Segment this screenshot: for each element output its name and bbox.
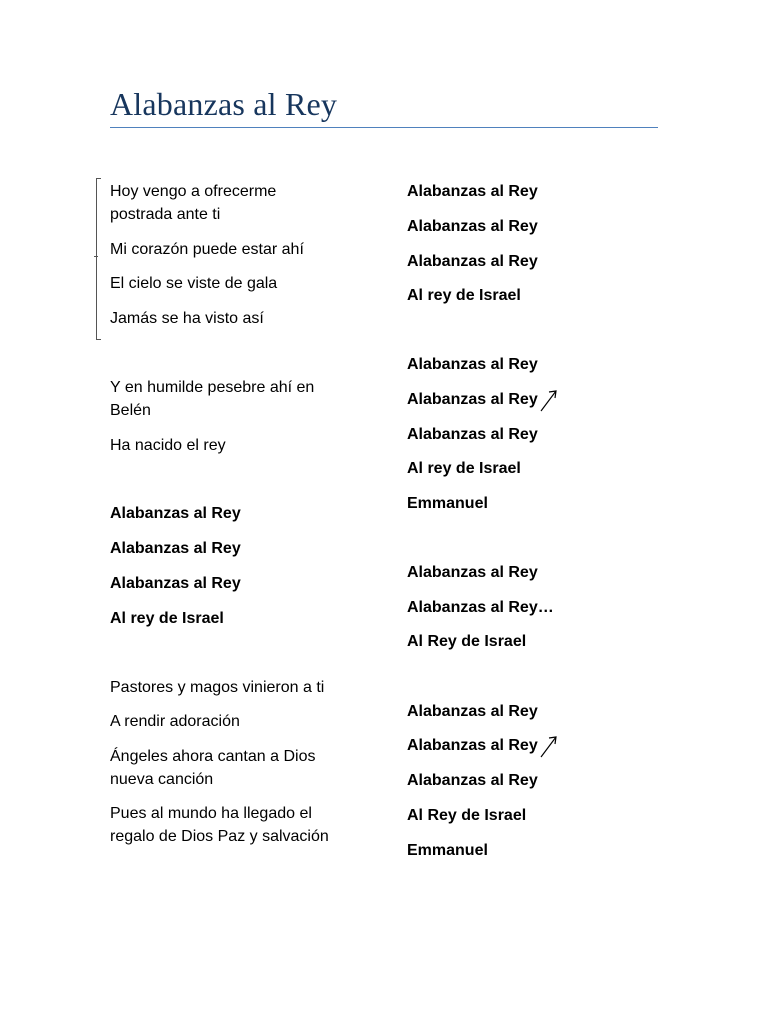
lyric-line: regalo de Dios Paz y salvación — [110, 828, 329, 845]
chorus-line: Al rey de Israel — [407, 460, 521, 477]
margin-bracket — [96, 178, 101, 340]
chorus-line: Emmanuel — [407, 842, 488, 859]
chorus-line: Alabanzas al Rey — [407, 183, 538, 200]
chorus-line: Al Rey de Israel — [407, 807, 527, 824]
chorus-line: Alabanzas al Rey — [407, 426, 538, 443]
rising-arrow-icon — [539, 734, 559, 758]
chorus-line: Alabanzas al Rey — [110, 505, 241, 522]
lyric-line: El cielo se viste de gala — [110, 275, 278, 292]
chorus-line: Alabanzas al Rey — [110, 575, 241, 592]
chorus-line: Alabanzas al Rey — [407, 703, 538, 720]
lyric-line: A rendir adoración — [110, 713, 240, 730]
lyric-line: Ángeles ahora cantan a Dios — [110, 748, 316, 765]
lyric-line: Y en humilde pesebre ahí en — [110, 379, 315, 396]
lyric-line: Mi corazón puede estar ahí — [110, 241, 304, 258]
title-underline — [110, 127, 658, 128]
chorus-line — [407, 734, 559, 758]
chorus-line-text: Alabanzas al Rey — [407, 737, 538, 755]
margin-bracket-tick — [94, 256, 98, 257]
document-title: Alabanzas al Rey — [110, 86, 338, 122]
chorus-line: Alabanzas al Rey — [110, 540, 241, 557]
lyric-line: Jamás se ha visto así — [110, 310, 264, 327]
rising-arrow-icon — [539, 388, 559, 412]
lyric-line: Pastores y magos vinieron a ti — [110, 679, 325, 696]
chorus-line: Emmanuel — [407, 495, 488, 512]
chorus-line: Al rey de Israel — [110, 610, 224, 627]
lyric-line: Pues al mundo ha llegado el — [110, 805, 312, 822]
chorus-line: Alabanzas al Rey — [407, 253, 538, 270]
chorus-line: Alabanzas al Rey — [407, 772, 538, 789]
chorus-line: Alabanzas al Rey — [407, 356, 538, 373]
chorus-line: Al Rey de Israel — [407, 633, 527, 650]
lyric-line: Ha nacido el rey — [110, 437, 226, 454]
chorus-line — [407, 388, 559, 412]
chorus-line: Alabanzas al Rey — [407, 564, 538, 581]
lyric-line: nueva canción — [110, 771, 214, 788]
chorus-line: Al rey de Israel — [407, 287, 521, 304]
chorus-line: Alabanzas al Rey… — [407, 599, 554, 616]
chorus-line-text: Alabanzas al Rey — [407, 391, 538, 409]
chorus-line: Alabanzas al Rey — [407, 218, 538, 235]
lyric-line: postrada ante ti — [110, 206, 221, 223]
lyric-line: Belén — [110, 402, 151, 419]
lyric-line: Hoy vengo a ofrecerme — [110, 183, 277, 200]
